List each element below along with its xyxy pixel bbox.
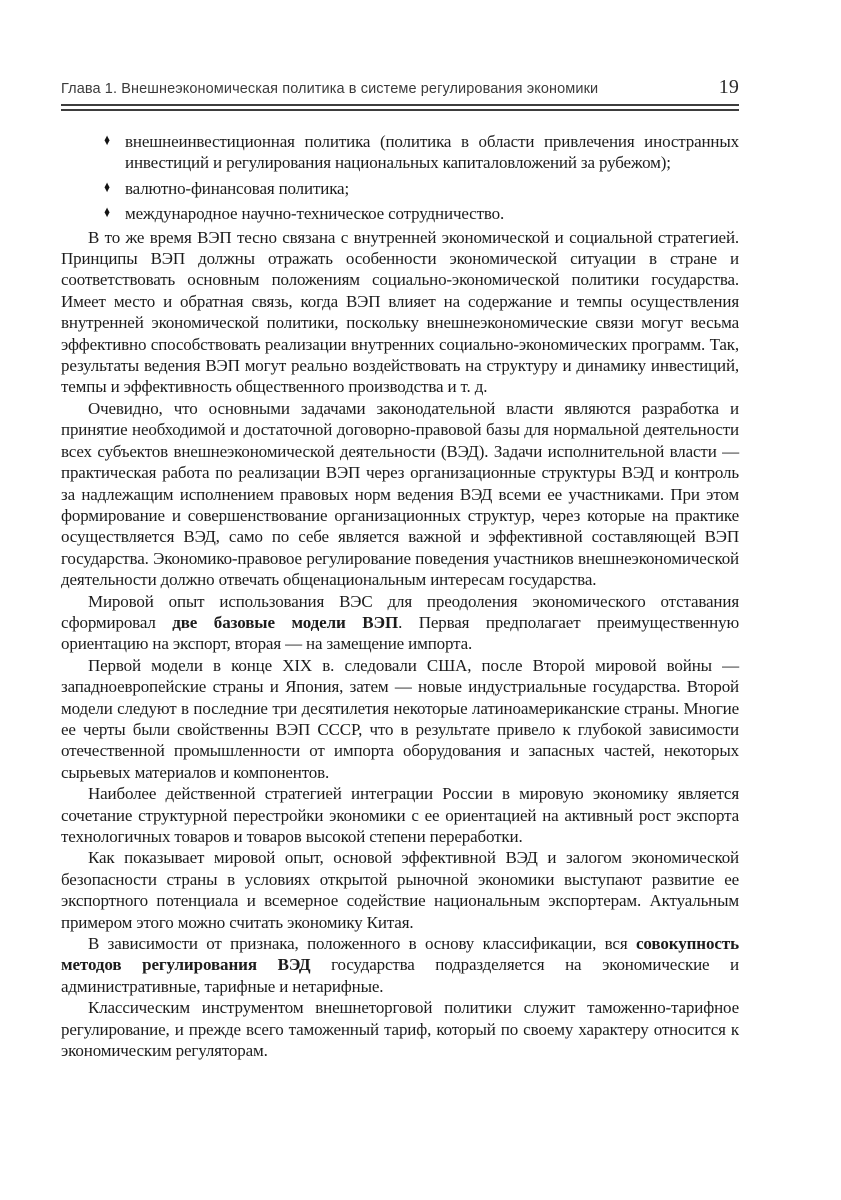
- bullet-text: внешнеинвестиционная политика (политика в области привлечения иностранных инвестиций и регулирования национальных капиталовложений за рубежом);: [125, 132, 739, 173]
- bullet-item: [61, 178, 739, 199]
- paragraphs: [61, 227, 739, 1062]
- paragraph-text: государства подразделяется на экономические и административные, тарифные и нетарифные.: [61, 955, 739, 996]
- paragraph-text: Мировой опыт использования ВЭС для преодоления экономического отставания сформировал: [61, 591, 739, 632]
- bullet-item: [61, 131, 739, 174]
- bullet-text: валютно-финансовая политика;: [125, 178, 350, 198]
- paragraph: [61, 933, 739, 997]
- paragraph: [61, 591, 739, 655]
- paragraph: [61, 655, 739, 783]
- paragraph-text: Первой модели в конце XIX в. следовали США, после Второй мировой войны — западноевропейские страны и Япония, затем — новые индустриальные государства. Второй модели следуют в последние три десятилетия некоторые латиноамериканские страны. Многие ее черты были свойственны ВЭП СССР, что в результате привело к глубокой зависимости отечественной промышленности от импорта оборудования и запасных частей, некоторых сырьевых материалов и компонентов.: [61, 655, 739, 782]
- page-number: 19: [718, 76, 739, 98]
- paragraph: [61, 398, 739, 591]
- paragraph: [61, 997, 739, 1061]
- diamond-bullet-icon: ♦: [104, 204, 110, 222]
- bold-term: совокупность методов регулирования ВЭД: [61, 934, 739, 975]
- paragraph-text: . Первая предполагает преимущественную ориентацию на экспорт, вторая — на замещение импорта.: [61, 612, 739, 654]
- text-block: [61, 76, 739, 1061]
- paragraph: [61, 783, 739, 847]
- diamond-bullet-icon: ♦: [104, 178, 110, 196]
- paragraph-text: Классическим инструментом внешнеторговой политики служит таможенно-тарифное регулирование, и прежде всего таможенный тариф, который по своему характеру относится к экономическим регуляторам.: [61, 998, 739, 1061]
- paragraph-text: Очевидно, что основными задачами законодательной власти являются разработка и принятие необходимой и достаточной договорно-правовой базы для нормальной деятельности всех субъектов внешнеэкономической деятельности (ВЭД). Задачи исполнительной власти — практическая работа по реализации ВЭП через организационные структуры ВЭД и контроль за надлежащим исполнением правовых норм ведения ВЭД всеми ее участниками. При этом формирование и совершенствование организационных структур, через которые на практике осуществляется ВЭД, само по себе является важной и эффективной составляющей ВЭП государства. Экономико-правовое регулирование поведения участников внешнеэкономической деятельности должно отвечать общенациональным интересам государства.: [61, 398, 739, 590]
- diamond-bullet-icon: ♦: [104, 132, 110, 149]
- bullet-list: [61, 131, 739, 225]
- paragraph-text: В то же время ВЭП тесно связана с внутренней экономической и социальной стратегией. Принципы ВЭП должны отражать особенности экономической ситуации в стране и соответствовать основным положениям социально-экономической политики государства. Имеет место и обратная связь, когда ВЭП влияет на содержание и темпы осуществления внутренней экономической политики, поскольку внешнеэкономические связи могут весьма эффективно способствовать реализации внутренних социально-экономических программ. Так, результаты ведения ВЭП могут реально воздействовать на структуру и динамику инвестиций, темпы и эффективность общественного производства и т. д.: [61, 227, 739, 397]
- running-header: [61, 76, 739, 99]
- paragraph: [61, 227, 739, 398]
- paragraph: [61, 847, 739, 933]
- paragraph-text: Как показывает мировой опыт, основой эффективной ВЭД и залогом экономической безопасности страны в условиях открытой рыночной экономики выступают развитие ее экспортного потенциала и всемерное содействие национальным экспортерам. Актуальным примером этого можно считать экономику Китая.: [61, 848, 739, 932]
- bullet-text: международное научно-техническое сотрудничество.: [125, 204, 505, 224]
- header-double-rule: [61, 104, 739, 111]
- bold-term: две базовые модели ВЭП: [172, 612, 399, 632]
- paragraph-text: В зависимости от признака, положенного в основу классификации, вся: [88, 934, 636, 954]
- running-title: Глава 1. Внешнеэкономическая политика в системе регулирования экономики: [61, 81, 599, 97]
- bullet-item: [61, 203, 739, 224]
- paragraph-text: Наиболее действенной стратегией интеграции России в мировую экономику является сочетание структурной перестройки экономики с ее ориентацией на активный рост экспорта технологичных товаров и товаров высокой степени переработки.: [61, 784, 739, 846]
- body-text: [61, 131, 739, 1061]
